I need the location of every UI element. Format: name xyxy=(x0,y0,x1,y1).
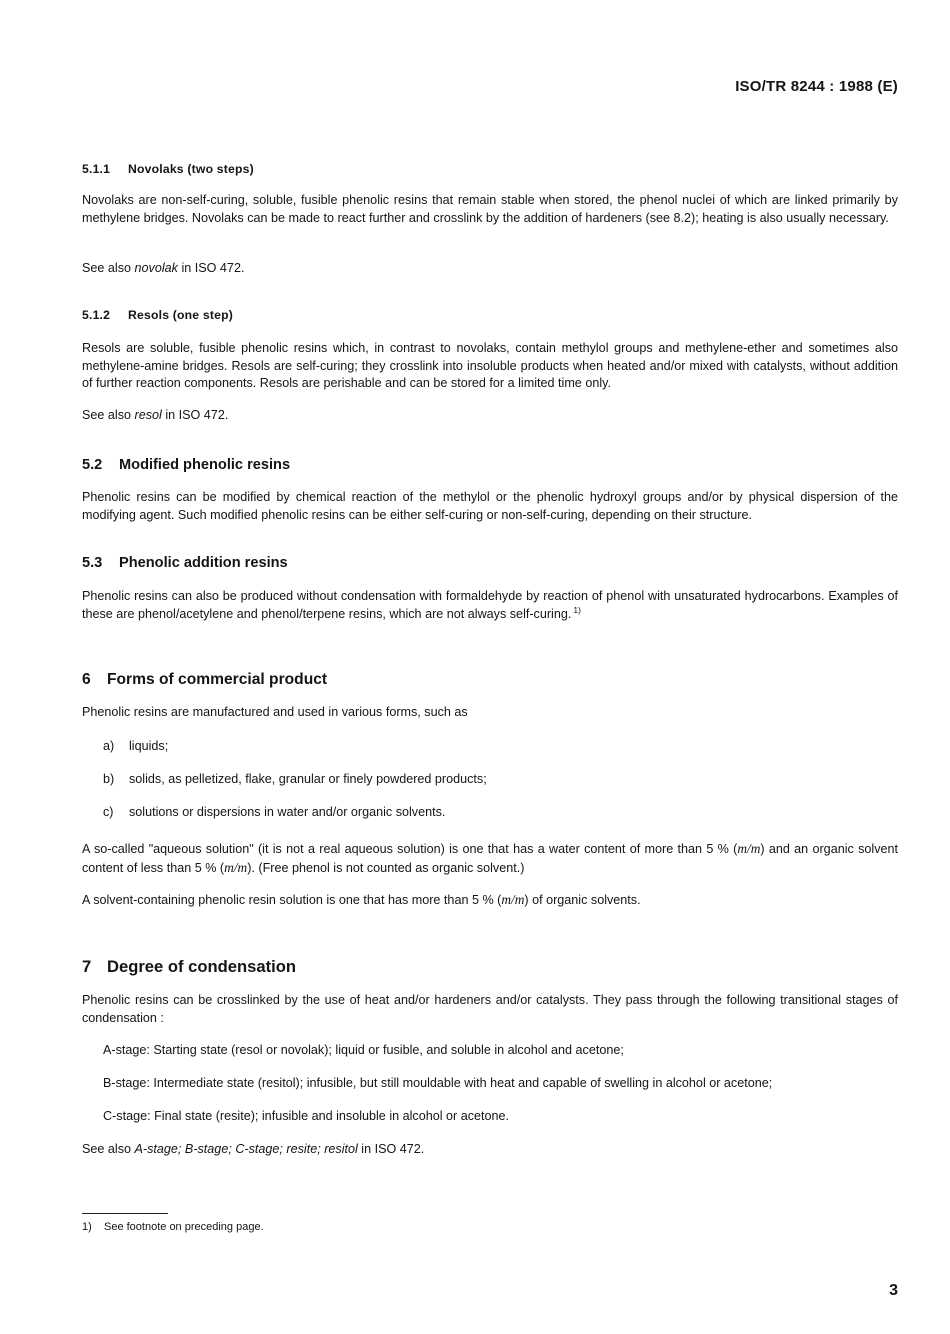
footnote-marker: 1) xyxy=(82,1221,92,1233)
see-also-suffix: in ISO 472. xyxy=(181,261,245,275)
section-6-heading xyxy=(82,670,898,690)
section-5-1-1-heading xyxy=(82,161,898,178)
stage-text: Intermediate state (resitol); infusible, but still mouldable with heat and capable of swelling in alcohol or acetone; xyxy=(153,1076,773,1090)
see-also-prefix: See also xyxy=(82,408,132,422)
section-7-intro: Phenolic resins can be crosslinked by the use of heat and/or hardeners and/or catalysts. They pass through the following transitional stages of condensation : xyxy=(82,993,898,1025)
list-item-text: solutions or dispersions in water and/or organic solvents. xyxy=(129,805,446,819)
stage-label: B-stage: xyxy=(103,1076,150,1090)
section-title: Degree of condensation xyxy=(107,957,297,976)
section-number: 5.2 xyxy=(82,457,103,473)
section-5-1-1-see-also xyxy=(82,260,898,278)
section-title: Modified phenolic resins xyxy=(119,457,291,473)
section-5-1-2-body: Resols are soluble, fusible phenolic resins which, in contrast to novolaks, contain methylol groups and methylene-ether and sometimes also methylene-amine bridges. Resols are self-curing; they crosslink into insoluble products when heated and/or mixed with catalysts, without addition of further reaction components. Resols are perishable and can be stored for a limited time only. xyxy=(82,341,898,390)
list-item-label: b) xyxy=(103,772,115,786)
see-also-prefix: See also xyxy=(82,261,132,275)
list-item xyxy=(103,738,898,756)
see-also-suffix: in ISO 472. xyxy=(165,408,229,422)
see-also-term: novolak xyxy=(134,261,178,275)
solvent-solution-paragraph xyxy=(82,891,898,910)
section-number: 7 xyxy=(82,957,92,976)
section-title: Novolaks (two steps) xyxy=(128,162,254,176)
section-number: 5.3 xyxy=(82,555,103,571)
section-5-3-heading xyxy=(82,554,898,572)
mass-fraction-unit: m/m xyxy=(737,841,761,856)
list-item-text: liquids; xyxy=(129,739,169,753)
mass-fraction-unit: m/m xyxy=(501,892,525,907)
list-item-label: a) xyxy=(103,739,115,753)
stage-item xyxy=(103,1108,898,1126)
section-number: 5.1.1 xyxy=(82,162,111,176)
mass-fraction-unit: m/m xyxy=(224,859,248,875)
solvent-text-1: A solvent-containing phenolic resin solution is one that has more than 5 % ( xyxy=(82,893,502,907)
see-also-prefix: See also xyxy=(82,1142,132,1156)
section-5-2-body: Phenolic resins can be modified by chemical reaction of the methylol or the phenolic hydroxyl groups and/or by physical dispersion of the modifying agent. Such modified phenolic resins can be either self-curing or non-self-curing, depending on their structure. xyxy=(82,490,898,522)
see-also-suffix: in ISO 472. xyxy=(361,1142,425,1156)
stage-label: A-stage: xyxy=(103,1043,150,1057)
solvent-text-2: ) of organic solvents. xyxy=(524,893,641,907)
section-title: Phenolic addition resins xyxy=(119,555,288,571)
section-7-see-also xyxy=(82,1141,898,1159)
page-number: 3 xyxy=(889,1282,898,1299)
section-6-intro: Phenolic resins are manufactured and used in various forms, such as xyxy=(82,705,468,719)
see-also-term: resol xyxy=(134,408,162,422)
footnote xyxy=(82,1220,582,1234)
stage-label: C-stage: xyxy=(103,1109,151,1123)
section-5-1-2-see-also xyxy=(82,407,898,425)
list-item-text: solids, as pelletized, flake, granular or finely powdered products; xyxy=(129,772,487,786)
section-7-heading xyxy=(82,957,898,977)
stage-item xyxy=(103,1075,898,1093)
list-item xyxy=(103,804,898,822)
stage-text: Starting state (resol or novolak); liquid or fusible, and soluble in alcohol and acetone; xyxy=(153,1043,624,1057)
section-number: 5.1.2 xyxy=(82,308,111,322)
aqueous-text-1: A so-called "aqueous solution" (it is not a real aqueous solution) is one that has a water content of more than 5 % ( xyxy=(82,842,738,856)
stage-text: Final state (resite); infusible and insoluble in alcohol or acetone. xyxy=(154,1109,510,1123)
footnote-separator xyxy=(82,1213,168,1214)
section-5-1-2-heading xyxy=(82,307,898,324)
stage-item xyxy=(103,1042,898,1060)
section-number: 6 xyxy=(82,671,91,688)
document-id-header: ISO/TR 8244 : 1988 (E) xyxy=(735,78,898,95)
section-5-3-text: Phenolic resins can also be produced without condensation with formaldehyde by reaction of phenol with unsaturated hydrocarbons. Examples of these are phenol/acetylene and phenol/terpene resins, which are not always self-curing. xyxy=(82,589,898,621)
section-title: Resols (one step) xyxy=(128,308,233,322)
list-item-label: c) xyxy=(103,805,114,819)
list-item xyxy=(103,771,898,789)
section-5-3-body xyxy=(82,588,898,623)
section-5-1-1-body: Novolaks are non-self-curing, soluble, fusible phenolic resins that remain stable when stored, the phenol nuclei of which are linked primarily by methylene bridges. Novolaks can be made to react further and crosslink by the addition of hardeners (see 8.2); heating is also usually necessary. xyxy=(82,193,898,225)
aqueous-text-2: ) and an organic solvent content of less than 5 % ( xyxy=(82,842,898,875)
footnote-reference: 1) xyxy=(573,604,581,615)
section-5-2-heading xyxy=(82,456,898,474)
see-also-terms: A-stage; B-stage; C-stage; resite; resitol xyxy=(134,1142,358,1156)
aqueous-text-3: ). (Free phenol is not counted as organic solvent.) xyxy=(247,860,525,875)
section-title: Forms of commercial product xyxy=(107,671,328,688)
aqueous-solution-paragraph xyxy=(82,840,898,877)
footnote-text: See footnote on preceding page. xyxy=(104,1221,264,1233)
